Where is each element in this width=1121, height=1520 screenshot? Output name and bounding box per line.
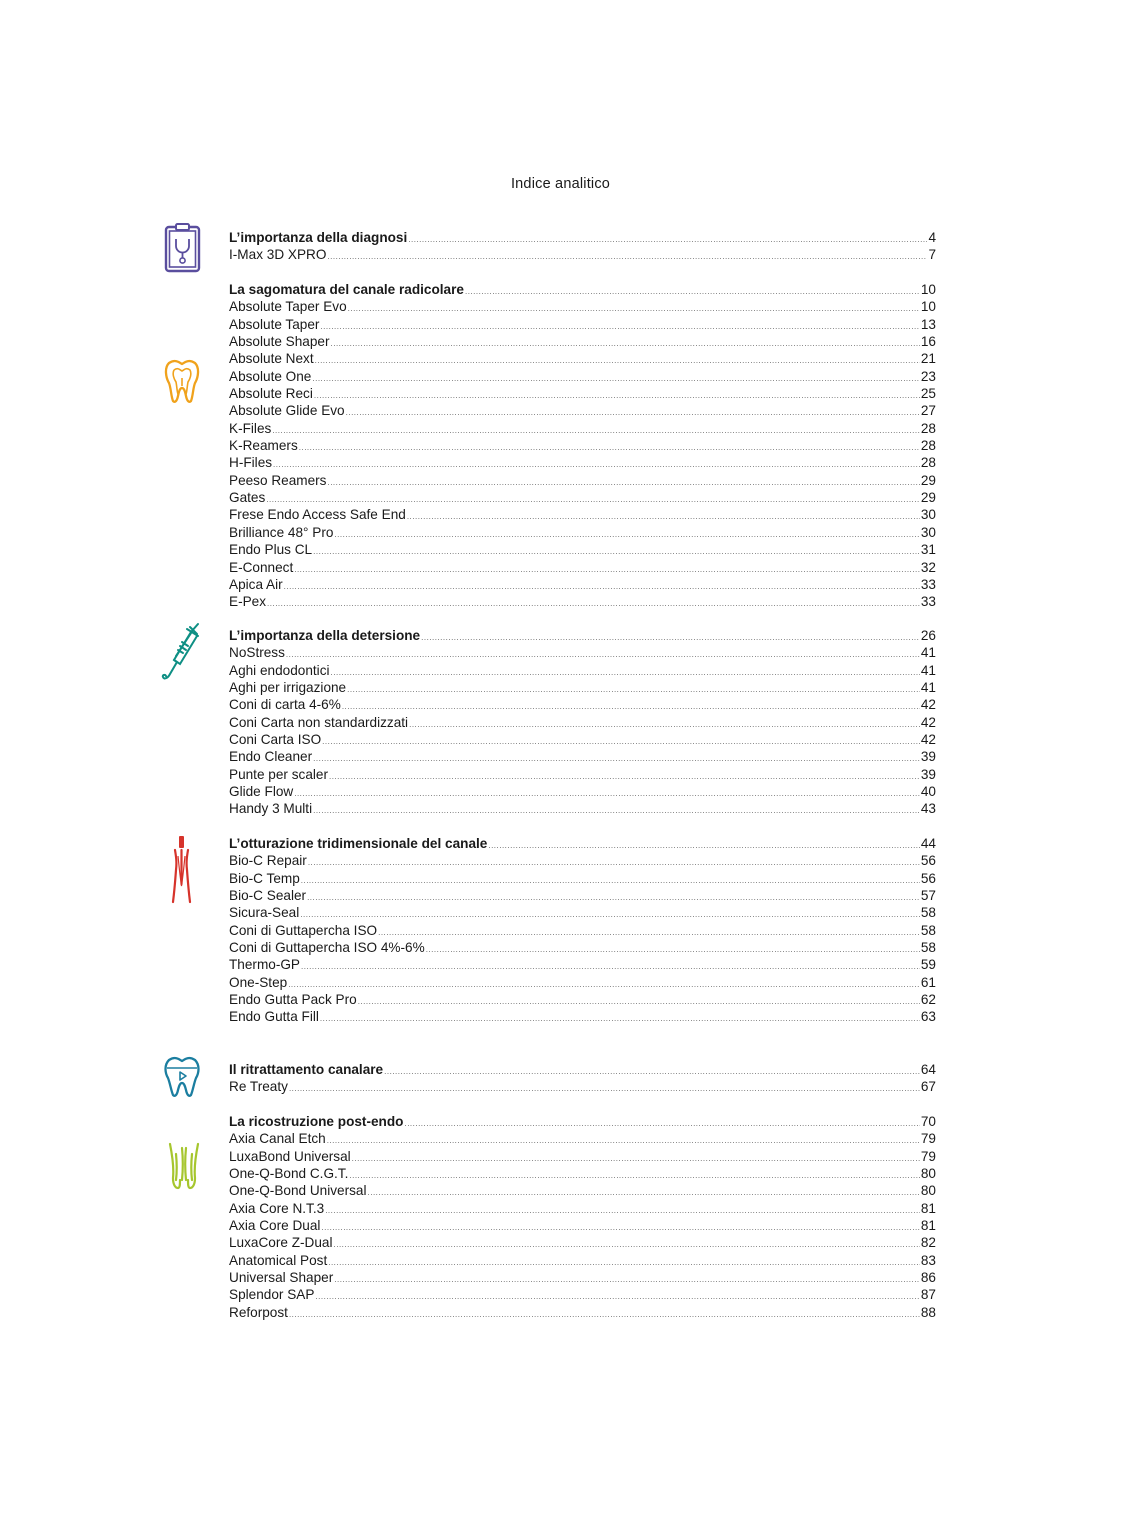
toc-entry[interactable]: Gates ..... 29 (229, 489, 936, 506)
toc-entry[interactable]: Coni di Guttapercha ISO 4%-6% ..... 58 (229, 939, 936, 956)
toc-entry[interactable]: NoStress ..... 41 (229, 644, 936, 661)
toc-entry[interactable]: Anatomical Post ..... 83 (229, 1252, 936, 1269)
toc-entry[interactable]: Apica Air ..... 33 (229, 576, 936, 593)
toc-entry[interactable]: Peeso Reamers ..... 29 (229, 472, 936, 489)
toc-entry[interactable]: I-Max 3D XPRO ..... 7 (229, 246, 936, 263)
section-irrigation (229, 627, 936, 818)
clipboard-stethoscope-icon (163, 222, 203, 274)
toc-heading[interactable]: Il ritrattamento canalare ..... 64 (229, 1061, 936, 1078)
toc-entry[interactable]: Aghi endodontici ..... 41 (229, 662, 936, 679)
toc-entry[interactable]: Absolute Reci ..... 25 (229, 385, 936, 402)
toc-entry[interactable]: K-Files ..... 28 (229, 420, 936, 437)
toc-heading[interactable]: L’importanza della detersione ..... 26 (229, 627, 936, 644)
page-title: Indice analitico (510, 176, 611, 192)
root-canal-filling-icon (167, 836, 197, 906)
toc-entry[interactable]: Absolute Glide Evo ..... 27 (229, 402, 936, 419)
toc-entry[interactable]: Aghi per irrigazione ..... 41 (229, 679, 936, 696)
toc-entry[interactable]: Coni di carta 4-6% ..... 42 (229, 696, 936, 713)
toc-entry[interactable]: Coni di Guttapercha ISO ..... 58 (229, 922, 936, 939)
toc-entry[interactable]: Sicura-Seal ..... 58 (229, 904, 936, 921)
toc-entry[interactable]: Endo Cleaner ..... 39 (229, 748, 936, 765)
section-retreatment (229, 1061, 936, 1096)
toc-entry[interactable]: E-Pex ..... 33 (229, 593, 936, 610)
toc-entry[interactable]: Glide Flow ..... 40 (229, 783, 936, 800)
toc-entry[interactable]: Coni Carta non standardizzati ..... 42 (229, 714, 936, 731)
toc-entry[interactable]: Handy 3 Multi ..... 43 (229, 800, 936, 817)
toc-entry[interactable]: Splendor SAP ..... 87 (229, 1286, 936, 1303)
toc-entry[interactable]: LuxaCore Z-Dual ..... 82 (229, 1234, 936, 1251)
toc-entry[interactable]: Axia Core N.T.3 ..... 81 (229, 1200, 936, 1217)
toc-heading[interactable]: L’otturazione tridimensionale del canale ..... 44 (229, 835, 936, 852)
syringe-icon (160, 622, 202, 686)
toc-entry[interactable]: H-Files ..... 28 (229, 454, 936, 471)
toc-entry[interactable]: Brilliance 48° Pro ..... 30 (229, 524, 936, 541)
toc-entry[interactable]: Endo Gutta Pack Pro ..... 62 (229, 991, 936, 1008)
section-reconstruction (229, 1113, 936, 1321)
toc-entry[interactable]: Coni Carta ISO ..... 42 (229, 731, 936, 748)
toc-entry[interactable]: One-Q-Bond Universal ..... 80 (229, 1182, 936, 1199)
toc-entry[interactable]: Punte per scaler ..... 39 (229, 766, 936, 783)
post-endo-icon (164, 1140, 204, 1192)
tooth-icon (162, 358, 202, 404)
toc-entry[interactable]: Frese Endo Access Safe End ..... 30 (229, 506, 936, 523)
toc-entry[interactable]: Reforpost ..... 88 (229, 1304, 936, 1321)
toc-heading[interactable]: La sagomatura del canale radicolare ..... 10 (229, 281, 936, 298)
toc-entry[interactable]: Absolute Shaper ..... 16 (229, 333, 936, 350)
toc-entry[interactable]: One-Step ..... 61 (229, 974, 936, 991)
toc-entry[interactable]: Absolute Taper ..... 13 (229, 316, 936, 333)
toc-entry[interactable]: Endo Plus CL ..... 31 (229, 541, 936, 558)
toc-entry[interactable]: Bio-C Sealer ..... 57 (229, 887, 936, 904)
toc-entry[interactable]: K-Reamers ..... 28 (229, 437, 936, 454)
tooth-retreatment-icon (162, 1056, 202, 1098)
toc-entry[interactable]: Bio-C Repair ..... 56 (229, 852, 936, 869)
toc-entry[interactable]: Absolute Taper Evo ..... 10 (229, 298, 936, 315)
section-diagnosis (229, 229, 936, 264)
toc-entry[interactable]: Axia Canal Etch ..... 79 (229, 1130, 936, 1147)
section-obturation (229, 835, 936, 1026)
toc-entry[interactable]: Absolute Next ..... 21 (229, 350, 936, 367)
toc-entry[interactable]: Thermo-GP ..... 59 (229, 956, 936, 973)
toc-heading[interactable]: L’importanza della diagnosi ..... 4 (229, 229, 936, 246)
toc-heading[interactable]: La ricostruzione post-endo ..... 70 (229, 1113, 936, 1130)
section-shaping (229, 281, 936, 611)
toc-entry[interactable]: Universal Shaper ..... 86 (229, 1269, 936, 1286)
toc-entry[interactable]: E-Connect ..... 32 (229, 559, 936, 576)
toc-entry[interactable]: Re Treaty ..... 67 (229, 1078, 936, 1095)
toc-entry[interactable]: Axia Core Dual ..... 81 (229, 1217, 936, 1234)
toc-entry[interactable]: LuxaBond Universal ..... 79 (229, 1148, 936, 1165)
toc-entry[interactable]: Bio-C Temp ..... 56 (229, 870, 936, 887)
toc-entry[interactable]: One-Q-Bond C.G.T. ..... 80 (229, 1165, 936, 1182)
toc-entry[interactable]: Absolute One ..... 23 (229, 368, 936, 385)
toc-entry[interactable]: Endo Gutta Fill ..... 63 (229, 1008, 936, 1025)
